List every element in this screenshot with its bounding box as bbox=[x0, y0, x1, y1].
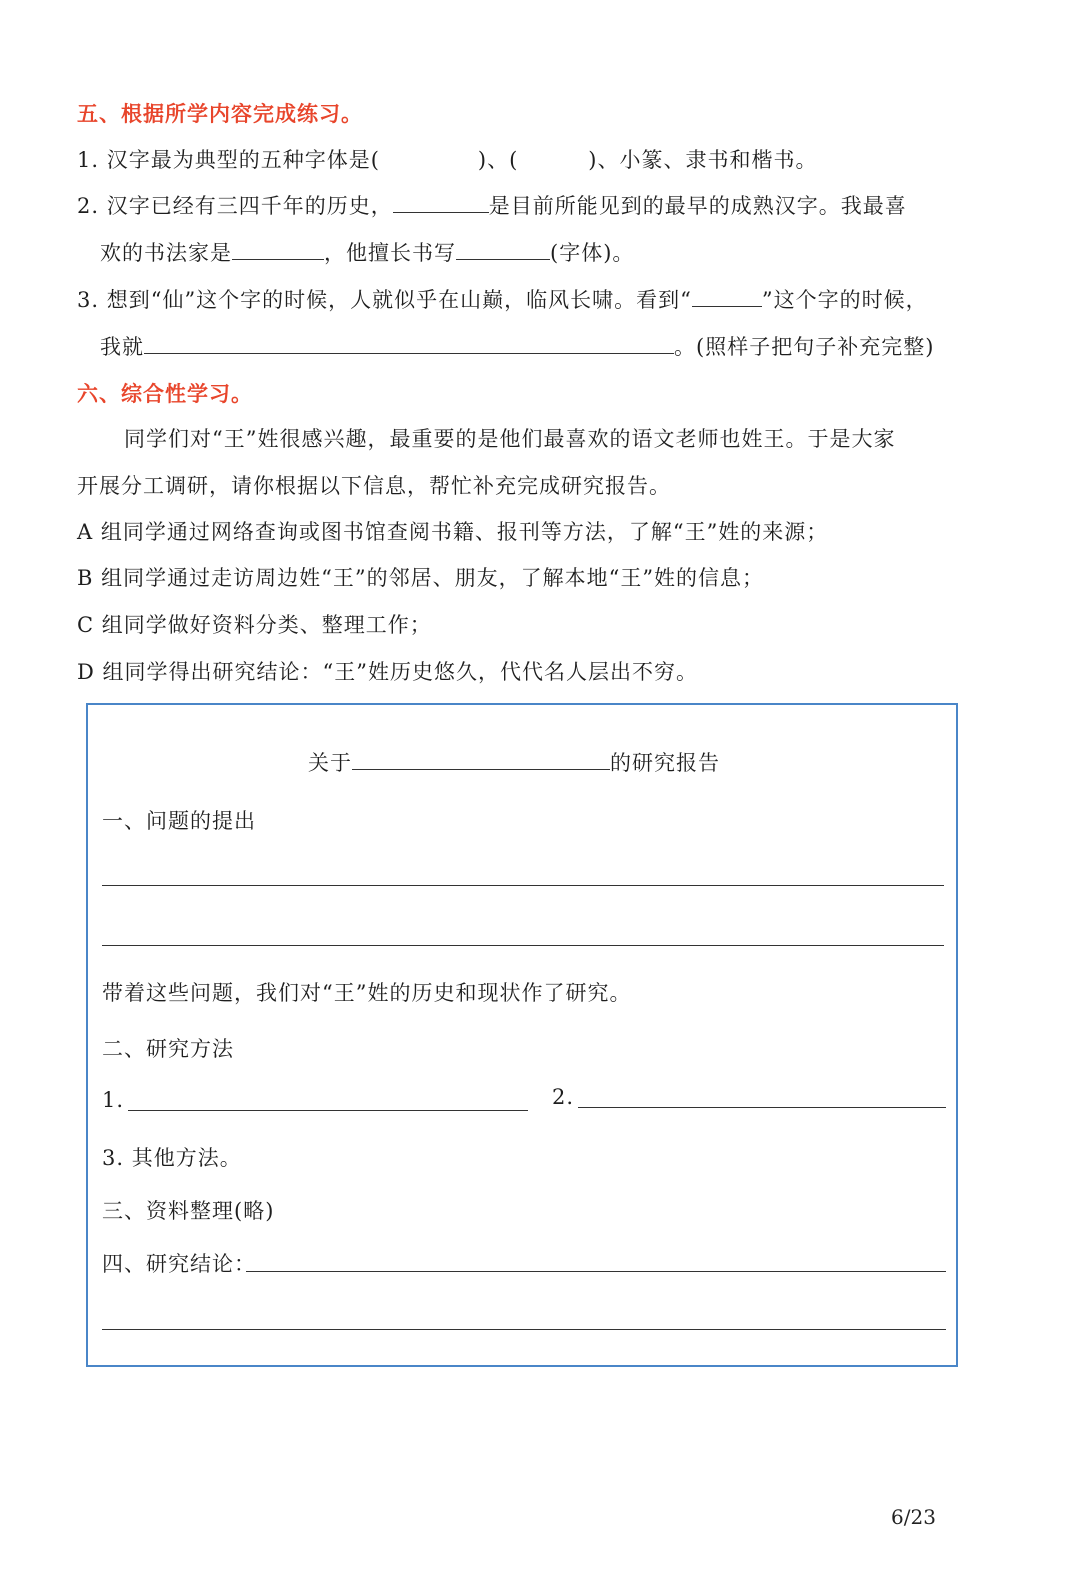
q3-blank-2[interactable] bbox=[144, 333, 674, 354]
q2-blank-2[interactable] bbox=[232, 239, 324, 260]
q3-text-c: 我就 bbox=[100, 335, 144, 359]
method-1-answer-line[interactable] bbox=[128, 1110, 528, 1111]
question-2-line-1 bbox=[77, 190, 907, 220]
part-2-heading: 二、研究方法 bbox=[102, 1037, 234, 1061]
q2-text-c: 欢的书法家是 bbox=[100, 241, 232, 265]
intro-line-2: 开展分工调研，请你根据以下信息，帮忙补充完成研究报告。 bbox=[77, 474, 671, 498]
q1-text-c: )、小篆、隶书和楷书。 bbox=[588, 148, 818, 172]
section-5-title: 五、根据所学内容完成练习。 bbox=[77, 102, 363, 126]
page-number: 6/23 bbox=[891, 1505, 936, 1529]
q2-blank-3[interactable] bbox=[456, 239, 550, 260]
group-a: A 组同学通过网络查询或图书馆查阅书籍、报刊等方法，了解“王”姓的来源； bbox=[77, 520, 829, 544]
part-1-heading: 一、问题的提出 bbox=[102, 809, 256, 833]
q1-text-b: )、( bbox=[477, 148, 519, 172]
method-1-label: 1. bbox=[102, 1088, 125, 1112]
group-c: C 组同学做好资料分类、整理工作； bbox=[77, 613, 432, 637]
intro-line-1: 同学们对“王”姓很感兴趣，最重要的是他们最喜欢的语文老师也姓王。于是大家 bbox=[124, 427, 896, 451]
q2-text-e: (字体)。 bbox=[550, 241, 635, 265]
question-3-line-2 bbox=[100, 331, 934, 361]
section-6-title: 六、综合性学习。 bbox=[77, 382, 253, 406]
part-4-answer-line-2[interactable] bbox=[102, 1329, 946, 1330]
q2-text-a: 2. 汉字已经有三四千年的历史， bbox=[77, 194, 393, 218]
q2-text-b: 是目前所能见到的最早的成熟汉字。我最喜 bbox=[488, 194, 907, 218]
part-4-heading: 四、研究结论： bbox=[102, 1252, 256, 1276]
question-1 bbox=[77, 144, 818, 174]
q2-blank-1[interactable] bbox=[393, 192, 489, 213]
q3-text-d: 。(照样子把句子补充完整) bbox=[674, 335, 935, 359]
q3-text-a: 3. 想到“仙”这个字的时候，人就似乎在山巅，临风长啸。看到“ bbox=[77, 288, 692, 312]
q2-text-d: ，他擅长书写 bbox=[324, 241, 456, 265]
q1-text-a: 1. 汉字最为典型的五种字体是( bbox=[77, 148, 380, 172]
group-b: B 组同学通过走访周边姓“王”的邻居、朋友，了解本地“王”姓的信息； bbox=[77, 566, 765, 590]
report-title-prefix: 关于 bbox=[308, 751, 352, 775]
report-title-suffix: 的研究报告 bbox=[610, 751, 720, 775]
question-3-line-1 bbox=[77, 284, 928, 314]
part-4-answer-line-1[interactable] bbox=[246, 1271, 946, 1272]
method-2-label: 2. bbox=[552, 1085, 575, 1109]
question-2-line-2 bbox=[100, 237, 634, 267]
report-title bbox=[308, 747, 720, 777]
q3-blank-1[interactable] bbox=[692, 286, 762, 307]
q3-text-b: ”这个字的时候， bbox=[761, 288, 928, 312]
research-report-box bbox=[86, 703, 958, 1367]
part-3-heading: 三、资料整理(略) bbox=[102, 1199, 275, 1223]
method-2-answer-line[interactable] bbox=[578, 1107, 946, 1108]
group-d: D 组同学得出研究结论：“王”姓历史悠久，代代名人层出不穷。 bbox=[77, 660, 698, 684]
report-topic-blank[interactable] bbox=[352, 749, 610, 770]
method-3-text: 3. 其他方法。 bbox=[102, 1146, 242, 1170]
part-1-answer-line-2[interactable] bbox=[102, 945, 944, 946]
part-1-answer-line-1[interactable] bbox=[102, 885, 944, 886]
transition-text: 带着这些问题，我们对“王”姓的历史和现状作了研究。 bbox=[102, 981, 632, 1005]
